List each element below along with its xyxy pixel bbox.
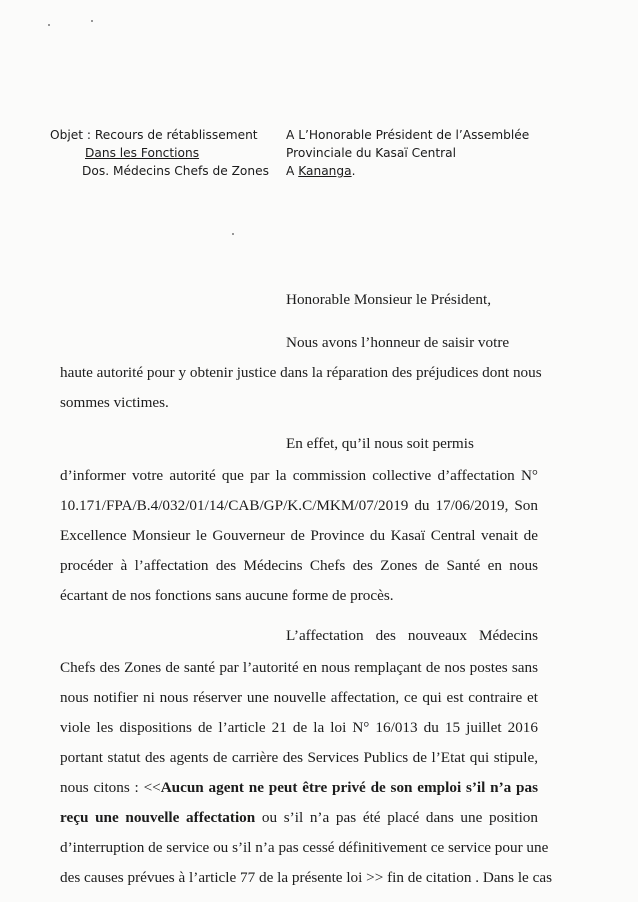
salutation: Honorable Monsieur le Président,	[286, 291, 491, 308]
p1-line-2: haute autorité pour y obtenir justice dans la réparation des préjudices dont nous	[60, 364, 542, 381]
p3-line-8: d’interruption de service ou s’il n’a pas cessé définitivement ce service pour une	[60, 839, 549, 856]
p3-line-5: portant statut des agents de carrière des Services Publics de l’Etat qui stipule,	[60, 749, 538, 766]
recipient-city: Kananga	[298, 164, 352, 178]
p3-line-6	[60, 779, 538, 797]
object-subject-underlined: Dans les Fonctions	[85, 146, 200, 160]
p1-line-1: Nous avons l’honneur de saisir votre	[286, 334, 510, 351]
citation-bold-2: reçu une nouvelle affectation	[60, 809, 256, 826]
p3-line-9: des causes prévues à l’article 77 de la présente loi >> fin de citation . Dans le cas	[60, 869, 552, 886]
recipient-city-suffix: .	[351, 164, 356, 178]
scan-speck	[232, 233, 234, 235]
citation-bold-1: Aucun agent ne peut être privé de son emploi s’il n’a pas	[160, 779, 538, 796]
p2-line-1: En effet, qu’il nous soit permis	[286, 435, 474, 452]
scan-speck	[91, 20, 93, 22]
p2-line-5: procéder à l’affectation des Médecins Chefs des Zones de Santé en nous	[60, 557, 538, 574]
p3-line-7	[60, 809, 538, 827]
p2-line-2: d’informer votre autorité que par la commission collective d’affectation N°	[60, 467, 538, 484]
citation-open: nous citons : <<	[60, 779, 161, 796]
object-block	[50, 126, 280, 180]
p1-line-3: sommes victimes.	[60, 394, 169, 411]
recipient-block	[286, 126, 606, 180]
object-label: Objet :	[50, 128, 95, 142]
object-subject: Recours de rétablissement	[94, 128, 258, 142]
p3-line-4: viole les dispositions de l’article 21 de la loi N° 16/013 du 15 juillet 2016	[60, 719, 538, 736]
recipient-line-1: A L’Honorable Président de l’Assemblée	[286, 128, 530, 142]
p2-line-3: 10.171/FPA/B.4/032/01/14/CAB/GP/K.C/MKM/07/2019 du 17/06/2019, Son	[60, 497, 538, 514]
p3-line-1: L’affectation des nouveaux Médecins	[286, 627, 538, 644]
p2-line-6: écartant de nos fonctions sans aucune forme de procès.	[60, 587, 394, 604]
scan-speck	[48, 24, 50, 26]
object-line-1	[50, 126, 280, 144]
object-line-3: Dos. Médecins Chefs de Zones	[82, 164, 269, 178]
p2-line-4: Excellence Monsieur le Gouverneur de Province du Kasaï Central venait de	[60, 527, 538, 544]
p3-line-3: nous notifier ni nous réserver une nouvelle affectation, ce qui est contraire et	[60, 689, 538, 706]
recipient-city-prefix: A	[286, 164, 299, 178]
object-line-2	[50, 144, 280, 162]
p3-line-2: Chefs des Zones de santé par l’autorité en nous remplaçant de nos postes sans	[60, 659, 538, 676]
citation-continued: ou s’il n’a pas été placé dans une position	[255, 809, 538, 826]
recipient-line-2: Provinciale du Kasaï Central	[286, 146, 457, 160]
recipient-line-3	[286, 162, 606, 180]
